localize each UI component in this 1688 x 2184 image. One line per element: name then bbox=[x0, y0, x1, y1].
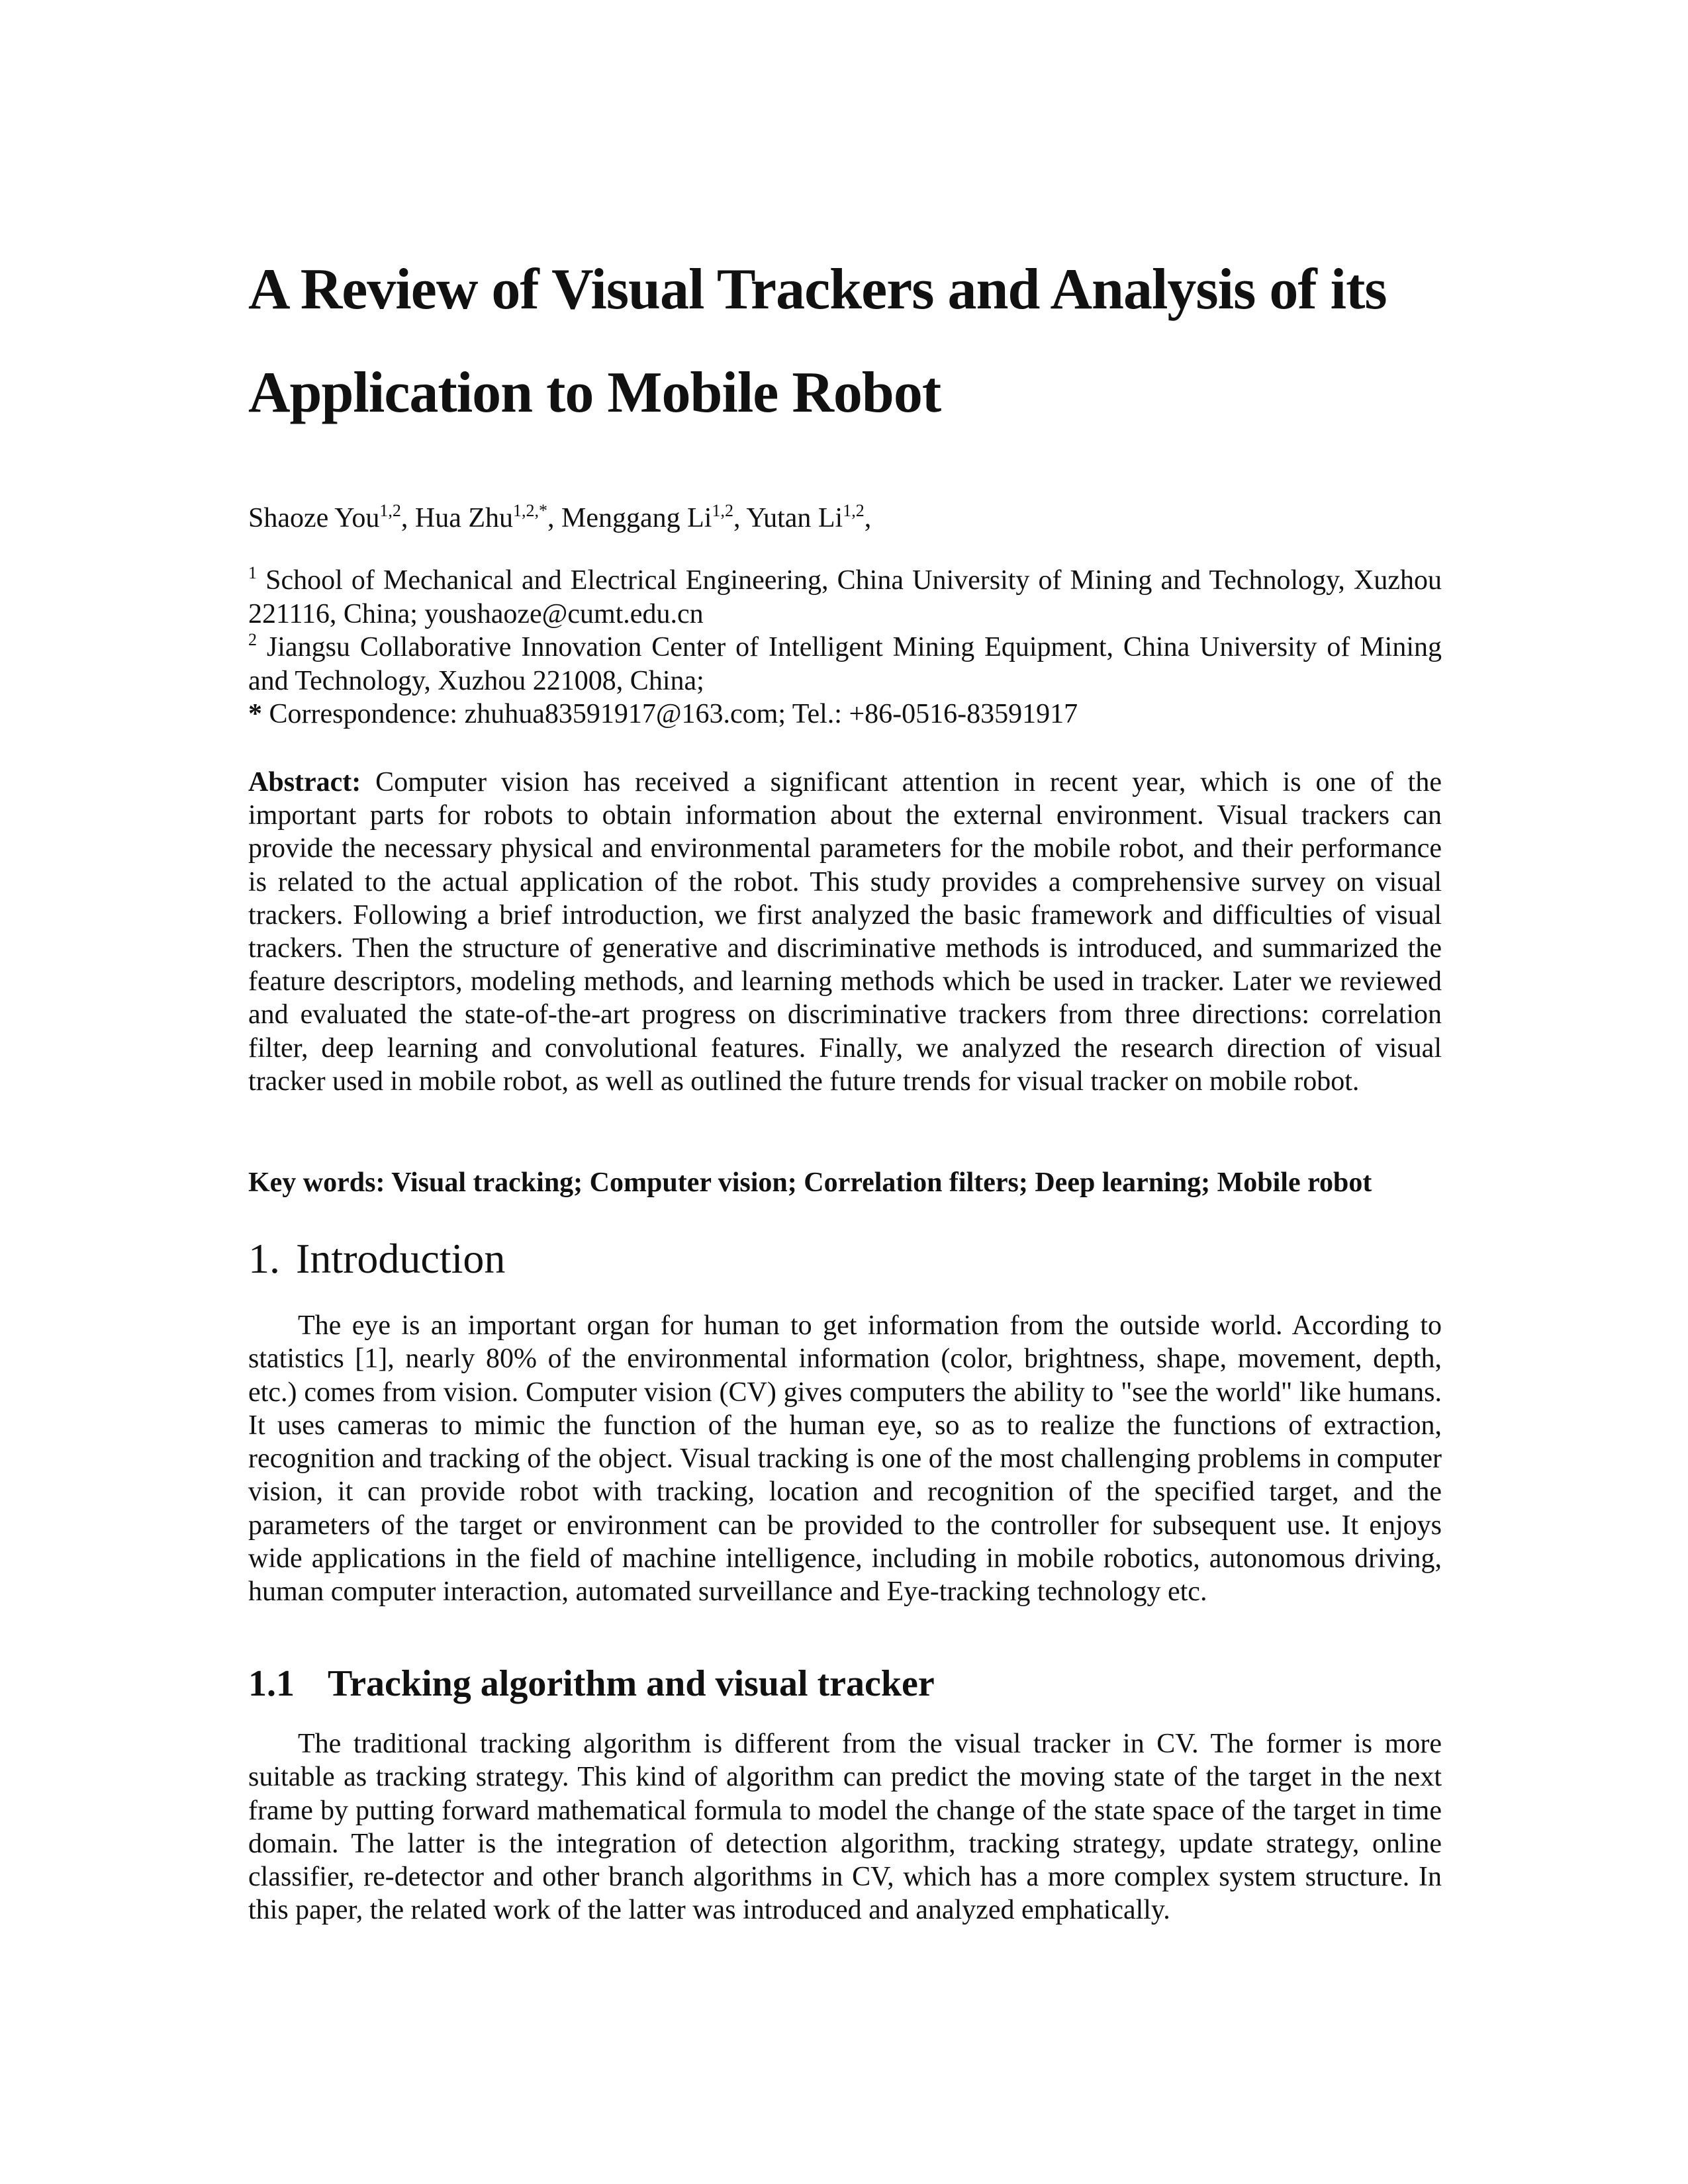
section-number: 1. bbox=[248, 1235, 280, 1282]
author-affiliation-mark: 1,2,* bbox=[513, 501, 547, 520]
affiliation-mark: 2 bbox=[248, 630, 257, 649]
subsection-title: Tracking algorithm and visual tracker bbox=[328, 1663, 935, 1704]
author-separator: , bbox=[547, 503, 561, 533]
subsection-number: 1.1 bbox=[248, 1663, 295, 1704]
author-affiliation-mark: 1,2 bbox=[843, 501, 865, 520]
title-line-1: A Review of Visual Trackers and Analysis of its bbox=[248, 257, 1387, 322]
section-title: Introduction bbox=[296, 1235, 506, 1282]
correspondence-text: Correspondence: zhuhua83591917@163.com; Tel.: +86-0516-83591917 bbox=[262, 699, 1078, 729]
author-separator: , bbox=[400, 503, 415, 533]
author-name: Menggang Li bbox=[561, 503, 712, 533]
author-name: Yutan Li bbox=[746, 503, 843, 533]
author-affiliation-mark: 1,2 bbox=[712, 501, 733, 520]
affiliation-mark: 1 bbox=[248, 563, 257, 582]
title-line-2: Application to Mobile Robot bbox=[248, 361, 941, 425]
abstract-text: Computer vision has received a significant attention in recent year, which is one of the important parts for robots to obtain information about the external environment. Visual trackers can provide the necessary physical and environmental parameters for the mobile robot, and their performance is related to the actual application of the robot. This study provides a comprehensive survey on visual trackers. Following a brief introduction, we first analyzed the basic framework and difficulties of visual trackers. Then the structure of generative and discriminative methods is introduced, and summarized the feature descriptors, modeling methods, and learning methods which be used in tracker. Later we reviewed and evaluated the state-of-the-art progress on discriminative trackers from three directions: correlation filter, deep learning and convolutional features. Finally, we analyzed the research direction of visual tracker used in mobile robot, as well as outlined the future trends for visual tracker on mobile robot. bbox=[248, 767, 1442, 1097]
author-separator: , bbox=[864, 503, 872, 533]
correspondence-mark: * bbox=[248, 699, 262, 729]
section-heading-introduction bbox=[248, 1232, 505, 1285]
abstract bbox=[248, 766, 1442, 1098]
affiliations bbox=[248, 564, 1442, 731]
author-list bbox=[248, 496, 1442, 540]
author-separator: , bbox=[733, 503, 747, 533]
affiliation-2 bbox=[248, 631, 1442, 698]
tracking-algorithm-paragraph: The traditional tracking algorithm is different from the visual tracker in CV. The former is more suitable as tracking strategy. This kind of algorithm can predict the moving state of the target in the next frame by putting forward mathematical formula to model the change of the state space of the target in time domain. The latter is the integration of detection algorithm, tracking strategy, update strategy, online classifier, re-detector and other branch algorithms in CV, which has a more complex system structure. In this paper, the related work of the latter was introduced and analyzed emphatically. bbox=[248, 1729, 1442, 1926]
affiliation-text: School of Mechanical and Electrical Engineering, China University of Mining and Technology, Xuzhou 221116, China; youshaoze@cumt.edu.cn bbox=[248, 565, 1442, 629]
affiliation-text: Jiangsu Collaborative Innovation Center of Intelligent Mining Equipment, China University of Mining and Technology, Xuzhou 221008, China; bbox=[248, 632, 1442, 696]
affiliation-1 bbox=[248, 564, 1442, 631]
introduction-paragraph: The eye is an important organ for human to get information from the outside world. According to statistics [1], nearly 80% of the environmental information (color, brightness, shape, movement, depth, etc.) comes from vision. Computer vision (CV) gives computers the ability to "see the world" like humans. It uses cameras to mimic the function of the human eye, so as to realize the functions of extraction, recognition and tracking of the object. Visual tracking is one of the most challenging problems in computer vision, it can provide robot with tracking, location and recognition of the specified target, and the parameters of the target or environment can be provided to the controller for subsequent use. It enjoys wide applications in the field of machine intelligence, including in mobile robotics, autonomous driving, human computer interaction, automated surveillance and Eye-tracking technology etc. bbox=[248, 1310, 1442, 1608]
correspondence bbox=[248, 698, 1442, 731]
abstract-label: Abstract: bbox=[248, 767, 361, 797]
keywords: Key words: Visual tracking; Computer vision; Correlation filters; Deep learning; Mobile robot bbox=[248, 1167, 1372, 1198]
subsection-heading-tracking-algorithm bbox=[248, 1660, 935, 1707]
paper-title bbox=[248, 238, 1442, 445]
author-affiliation-mark: 1,2 bbox=[379, 501, 401, 520]
author-name: Hua Zhu bbox=[414, 503, 513, 533]
author-name: Shaoze You bbox=[248, 503, 380, 533]
